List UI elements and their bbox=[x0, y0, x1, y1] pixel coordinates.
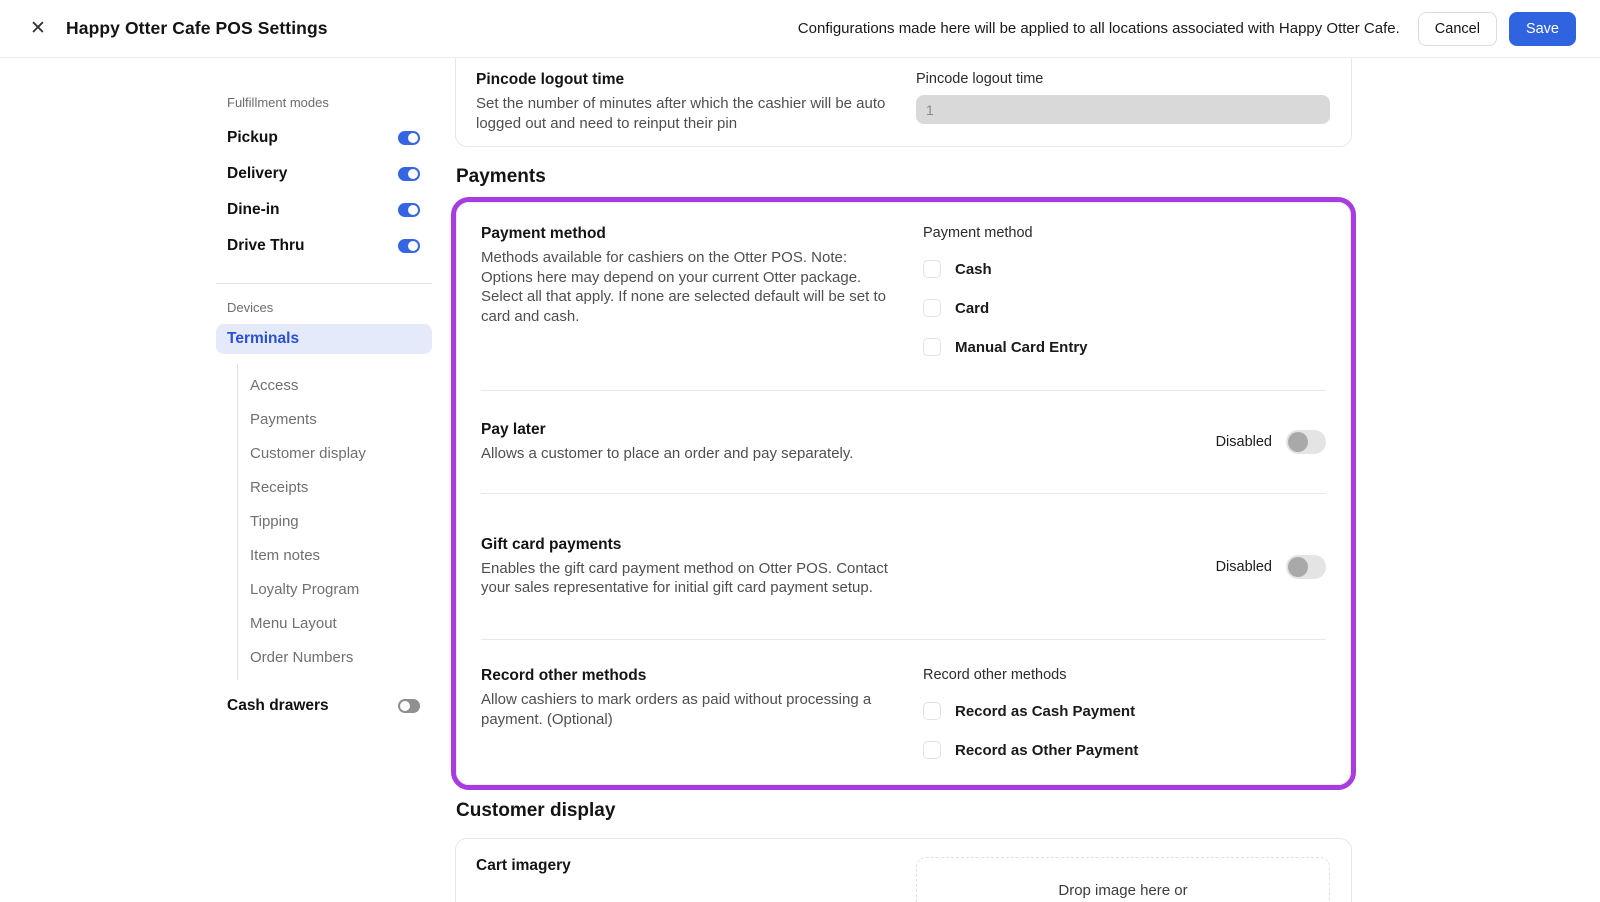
toggle-knob bbox=[408, 205, 418, 215]
sidebar-item-access[interactable]: Access bbox=[250, 376, 299, 394]
toggle-knob bbox=[408, 169, 418, 179]
sidebar-item-customer-display[interactable]: Customer display bbox=[250, 444, 366, 462]
dine-in-toggle[interactable] bbox=[398, 203, 420, 217]
pay-later-toggle[interactable] bbox=[1286, 430, 1326, 454]
sidebar-item-menu-layout[interactable]: Menu Layout bbox=[250, 614, 337, 632]
card-checkbox[interactable] bbox=[923, 299, 941, 317]
cash-option[interactable] bbox=[923, 257, 1326, 281]
payments-highlight-panel bbox=[451, 197, 1356, 790]
sidebar-item-pickup[interactable] bbox=[216, 120, 432, 156]
sidebar-item-receipts[interactable]: Receipts bbox=[250, 478, 309, 496]
toggle-knob bbox=[408, 133, 418, 143]
sidebar-item-payments[interactable]: Payments bbox=[250, 410, 317, 428]
record-cash-payment-label: Record as Cash Payment bbox=[955, 702, 1136, 720]
card-option[interactable] bbox=[923, 296, 1326, 320]
image-dropzone[interactable]: Drop image here or bbox=[916, 857, 1330, 902]
pincode-logout-card bbox=[455, 58, 1352, 147]
cancel-button[interactable]: Cancel bbox=[1418, 12, 1497, 46]
drive-thru-label: Drive Thru bbox=[227, 237, 305, 254]
cash-drawers-toggle[interactable] bbox=[398, 699, 420, 713]
cash-checkbox[interactable] bbox=[923, 260, 941, 278]
sidebar-divider bbox=[216, 283, 432, 284]
record-cash-payment-option[interactable] bbox=[923, 699, 1326, 723]
fulfillment-modes-label: Fulfillment modes bbox=[227, 95, 329, 110]
cash-drawers-label: Cash drawers bbox=[227, 697, 329, 714]
sidebar-item-tipping[interactable]: Tipping bbox=[250, 512, 299, 530]
pay-later-section bbox=[457, 391, 1350, 493]
save-button[interactable]: Save bbox=[1509, 12, 1576, 46]
card-option-label: Card bbox=[955, 299, 990, 317]
gift-card-description: Enables the gift card payment method on Otter POS. Contact your sales representative for initial gift card payment setup. bbox=[481, 559, 888, 596]
gift-card-title: Gift card payments bbox=[481, 535, 622, 553]
manual-card-entry-option-label: Manual Card Entry bbox=[955, 338, 1088, 356]
pincode-logout-input[interactable] bbox=[916, 95, 1330, 124]
payment-method-section bbox=[457, 203, 1350, 390]
sidebar-item-loyalty-program[interactable]: Loyalty Program bbox=[250, 580, 360, 598]
pincode-description: Set the number of minutes after which the cashier will be auto logged out and need to reinput their pin bbox=[476, 95, 886, 132]
devices-label: Devices bbox=[227, 300, 274, 315]
header bbox=[0, 0, 1600, 58]
record-other-payment-checkbox[interactable] bbox=[923, 741, 941, 759]
sidebar-item-dine-in[interactable] bbox=[216, 192, 432, 228]
gift-card-toggle[interactable] bbox=[1286, 555, 1326, 579]
terminals-sub-list bbox=[237, 364, 432, 680]
page-title: Happy Otter Cafe POS Settings bbox=[66, 18, 328, 38]
toggle-knob bbox=[400, 701, 410, 711]
payment-method-title: Payment method bbox=[481, 225, 606, 242]
payments-heading: Payments bbox=[456, 166, 546, 187]
gift-card-section bbox=[457, 494, 1350, 639]
pay-later-title: Pay later bbox=[481, 420, 546, 438]
header-actions bbox=[798, 12, 1576, 46]
payments-card bbox=[456, 202, 1351, 785]
pay-later-status: Disabled bbox=[1215, 434, 1272, 450]
cash-option-label: Cash bbox=[955, 260, 992, 278]
delivery-label: Delivery bbox=[227, 165, 288, 182]
manual-card-entry-checkbox[interactable] bbox=[923, 338, 941, 356]
sidebar-item-order-numbers[interactable]: Order Numbers bbox=[250, 648, 354, 666]
record-other-payment-option[interactable] bbox=[923, 738, 1326, 762]
close-icon[interactable]: ✕ bbox=[24, 15, 52, 43]
record-other-methods-title: Record other methods bbox=[481, 667, 647, 684]
sidebar-item-drive-thru[interactable] bbox=[216, 228, 432, 264]
sidebar-item-delivery[interactable] bbox=[216, 156, 432, 192]
toggle-knob bbox=[408, 241, 418, 251]
delivery-toggle[interactable] bbox=[398, 167, 420, 181]
record-other-payment-label: Record as Other Payment bbox=[955, 741, 1139, 759]
cart-imagery-card bbox=[455, 838, 1352, 902]
sidebar-item-terminals[interactable]: Terminals bbox=[216, 324, 432, 354]
record-cash-payment-checkbox[interactable] bbox=[923, 702, 941, 720]
record-other-methods-section bbox=[457, 640, 1350, 787]
settings-sidebar bbox=[216, 58, 432, 724]
pincode-field-label: Pincode logout time bbox=[916, 71, 1044, 87]
pincode-title: Pincode logout time bbox=[476, 71, 625, 88]
payment-method-group-label: Payment method bbox=[923, 225, 1033, 241]
pay-later-description: Allows a customer to place an order and pay separately. bbox=[481, 444, 854, 462]
gift-card-status: Disabled bbox=[1215, 558, 1272, 575]
customer-display-heading: Customer display bbox=[456, 800, 616, 821]
sidebar-item-item-notes[interactable]: Item notes bbox=[250, 546, 321, 564]
record-other-methods-group-label: Record other methods bbox=[923, 667, 1067, 683]
sidebar-item-cash-drawers[interactable] bbox=[216, 688, 432, 724]
record-other-methods-description: Allow cashiers to mark orders as paid without processing a payment. (Optional) bbox=[481, 691, 872, 728]
header-notice: Configurations made here will be applied to all locations associated with Happy Otter Cafe. bbox=[797, 20, 1400, 37]
cart-imagery-title: Cart imagery bbox=[476, 857, 571, 874]
manual-card-entry-option[interactable] bbox=[923, 335, 1326, 359]
payment-method-description: Methods available for cashiers on the Otter POS. Note: Options here may depend on your current Otter package. Select all that apply. If none are selected default will be set to card and cash. bbox=[481, 249, 886, 325]
pickup-toggle[interactable] bbox=[398, 131, 420, 145]
toggle-knob bbox=[1288, 432, 1308, 452]
drive-thru-toggle[interactable] bbox=[398, 239, 420, 253]
toggle-knob bbox=[1288, 557, 1308, 577]
dine-in-label: Dine-in bbox=[227, 201, 280, 218]
pickup-label: Pickup bbox=[227, 129, 278, 146]
